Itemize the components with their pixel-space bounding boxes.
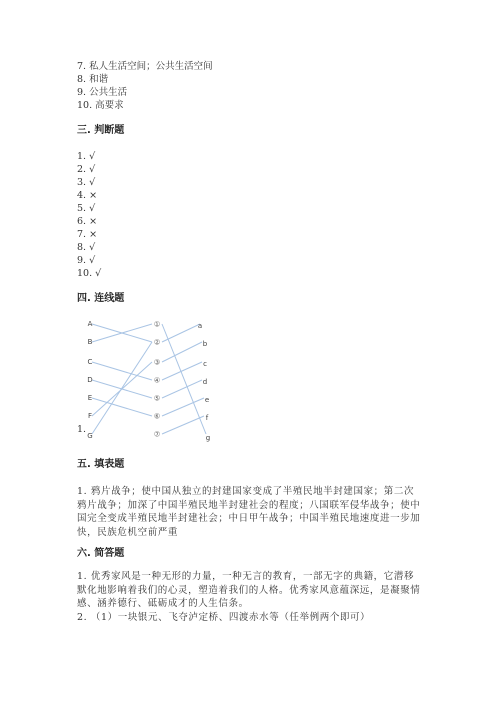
connector-lines <box>92 324 206 434</box>
connector-line <box>162 342 202 362</box>
judgment-answer: 6. × <box>77 216 98 227</box>
middle-label: ③ <box>153 358 161 367</box>
judgment-answer: 3. √ <box>77 177 96 188</box>
connector-line <box>92 398 152 416</box>
middle-label: ④ <box>153 376 161 385</box>
matching-diagram <box>80 316 230 446</box>
left-labels <box>87 320 92 440</box>
middle-label: ② <box>153 338 161 347</box>
middle-label: ⑦ <box>153 430 161 439</box>
connector-line <box>92 342 152 434</box>
connector-line <box>162 416 204 434</box>
middle-label: ⑤ <box>153 394 161 403</box>
judgment-answer: 8. √ <box>77 242 96 253</box>
answer-line: 9. 公共生活 <box>77 87 128 98</box>
left-label: A <box>87 320 93 328</box>
right-label: b <box>202 340 208 348</box>
matching-number: 1. <box>77 424 87 435</box>
left-label: B <box>87 338 93 346</box>
right-label: a <box>197 322 203 330</box>
judgment-answer: 5. √ <box>77 203 96 214</box>
right-label: f <box>205 414 209 422</box>
answer-line: 7. 私人生活空间；公共生活空间 <box>77 61 213 72</box>
middle-labels <box>154 321 160 439</box>
section-title-judgment: 三. 判断题 <box>77 125 125 136</box>
right-label: g <box>205 434 211 442</box>
right-label: c <box>203 360 207 368</box>
answer-line: 8. 和谐 <box>77 74 109 85</box>
judgment-answer: 1. √ <box>77 151 96 162</box>
right-labels <box>198 322 210 442</box>
section-title-fill-table: 五. 填表题 <box>77 459 125 470</box>
judgment-answer: 10. √ <box>77 268 102 279</box>
connector-line <box>92 362 152 416</box>
short-answer-2: 2. （1）一块银元、飞夺泸定桥、四渡赤水等（任举例两个即可） <box>77 612 371 623</box>
connector-line <box>162 362 202 380</box>
right-label: e <box>204 396 210 404</box>
judgment-answer: 7. × <box>77 229 98 240</box>
middle-label: ① <box>153 320 161 329</box>
section-title-short-answer: 六. 简答题 <box>77 548 125 559</box>
judgment-answer: 4. × <box>77 190 98 201</box>
connector-line <box>162 322 203 342</box>
answer-line: 10. 高要求 <box>77 100 124 111</box>
short-answer-1: 1. 优秀家风是一种无形的力量，一种无言的教育，一部无字的典籍，它潜移默化地影响着我们的心灵，塑造着我们的人格。优秀家风意蕴深远，是凝聚情感、涵养德行、砥砺成才的人生信条。 <box>77 571 421 610</box>
section-title-matching: 四. 连线题 <box>77 293 125 304</box>
left-label: E <box>87 394 93 402</box>
left-label: D <box>87 376 93 384</box>
middle-label: ⑥ <box>153 412 161 421</box>
left-label: C <box>87 358 93 366</box>
right-label: d <box>202 378 208 386</box>
connector-line <box>162 380 202 398</box>
judgment-answer: 9. √ <box>77 255 96 266</box>
connector-line <box>92 362 152 380</box>
left-label: F <box>87 412 93 420</box>
fill-table-answer: 1. 鸦片战争；使中国从独立的封建国家变成了半殖民地半封建国家；第二次鸦片战争；加深了中国半殖民地半封建社会的程度；八国联军侵华战争；使中国完全变成半殖民地半封建社会；中日甲午战争；中国半殖民地速度进一步加快，民族危机空前严重 <box>77 486 421 538</box>
left-label: G <box>87 432 93 440</box>
judgment-answer: 2. √ <box>77 164 96 175</box>
